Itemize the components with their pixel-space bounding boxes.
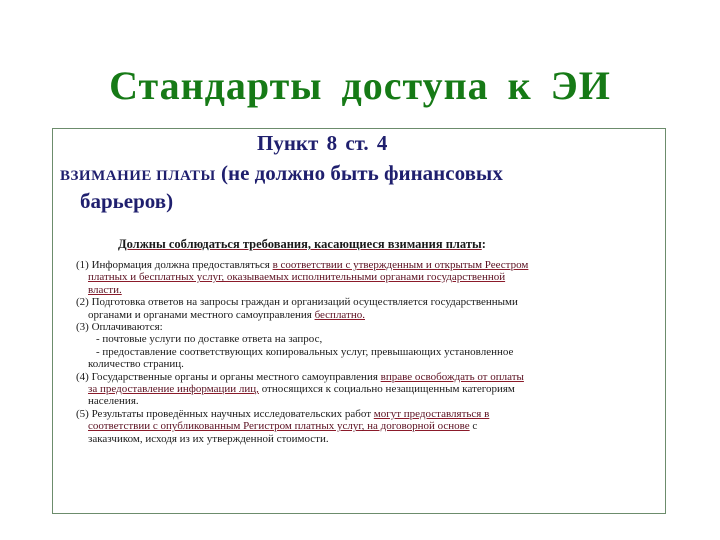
requirements-heading (118, 237, 486, 252)
item-1-emphasis-3: власти. (88, 283, 122, 296)
item-5-text-3: заказчиком, исходя из их утвержденной стоимости. (88, 432, 329, 445)
list-item-5-cont2 (76, 433, 658, 445)
item-3-sub-a: - почтовые услуги по доставке ответа на запрос, (96, 333, 323, 346)
list-item-1 (76, 259, 658, 271)
list-item-3c (76, 358, 658, 370)
fees-line-2: барьеров) (80, 189, 174, 213)
requirements-text: Должны соблюдаться требования, касающиеся взимания платы (118, 237, 482, 251)
requirements-colon: : (481, 237, 486, 251)
item-1-text: (1) Информация должна предоставляться (76, 259, 273, 271)
list-item-4-cont (76, 383, 658, 395)
item-3-heading: (3) Оплачиваются: (76, 321, 163, 334)
item-4-emphasis-2: за предоставление информации лиц, (88, 383, 259, 396)
fees-caps: ВЗИМАНИЕ ПЛАТЫ (60, 168, 216, 184)
item-4-text: (4) Государственные органы и органы местного самоуправления (76, 370, 381, 383)
list-item-3b (76, 346, 658, 358)
item-1-emphasis: в соответствии с утвержденным и открытым Реестром (272, 259, 529, 271)
item-4-emphasis: вправе освобождать от оплаты (380, 370, 524, 383)
fees-line-1 (60, 161, 660, 189)
point-heading: Пункт 8 ст. 4 (257, 131, 388, 155)
list-item-2-cont (76, 309, 658, 321)
item-2-emphasis: бесплатно. (314, 308, 365, 321)
item-3-sub-b: - предоставление соответствующих копировальных услуг, превышающих установленное (96, 345, 514, 358)
item-5-text: (5) Результаты проведённых научных исследовательских работ (76, 407, 374, 420)
list-item-2 (76, 296, 658, 308)
list-item-4 (76, 371, 658, 383)
list-item-5 (76, 408, 658, 420)
slide-title: Стандарты доступа к ЭИ (109, 63, 611, 108)
item-4-text-2: относящихся к социально незащищенным категориям (258, 383, 515, 396)
item-2-text-2: органами и органами местного самоуправления (88, 308, 315, 321)
item-1-emphasis-2: платных и бесплатных услуг, оказываемых исполнительными органами государственной (88, 271, 506, 284)
list-item-4-cont2 (76, 395, 658, 407)
list-item-5-cont (76, 420, 658, 432)
requirements-list (76, 259, 658, 445)
list-item-1-cont2 (76, 284, 658, 296)
item-5-text-2: с (469, 420, 478, 433)
item-2-text: (2) Подготовка ответов на запросы граждан и организаций осуществляется государственными (76, 296, 518, 309)
item-4-text-3: населения. (88, 395, 139, 408)
fees-heading (60, 161, 660, 214)
item-5-emphasis: могут предоставляться в (373, 407, 490, 420)
list-item-3a (76, 333, 658, 345)
item-3-sub-c: количество страниц. (88, 358, 184, 371)
fees-rest: (не должно быть финансовых (215, 161, 503, 185)
item-5-emphasis-2: соответствии с опубликованным Регистром платных услуг, на договорной основе (88, 420, 470, 433)
list-item-3 (76, 321, 658, 333)
list-item-1-cont (76, 271, 658, 283)
